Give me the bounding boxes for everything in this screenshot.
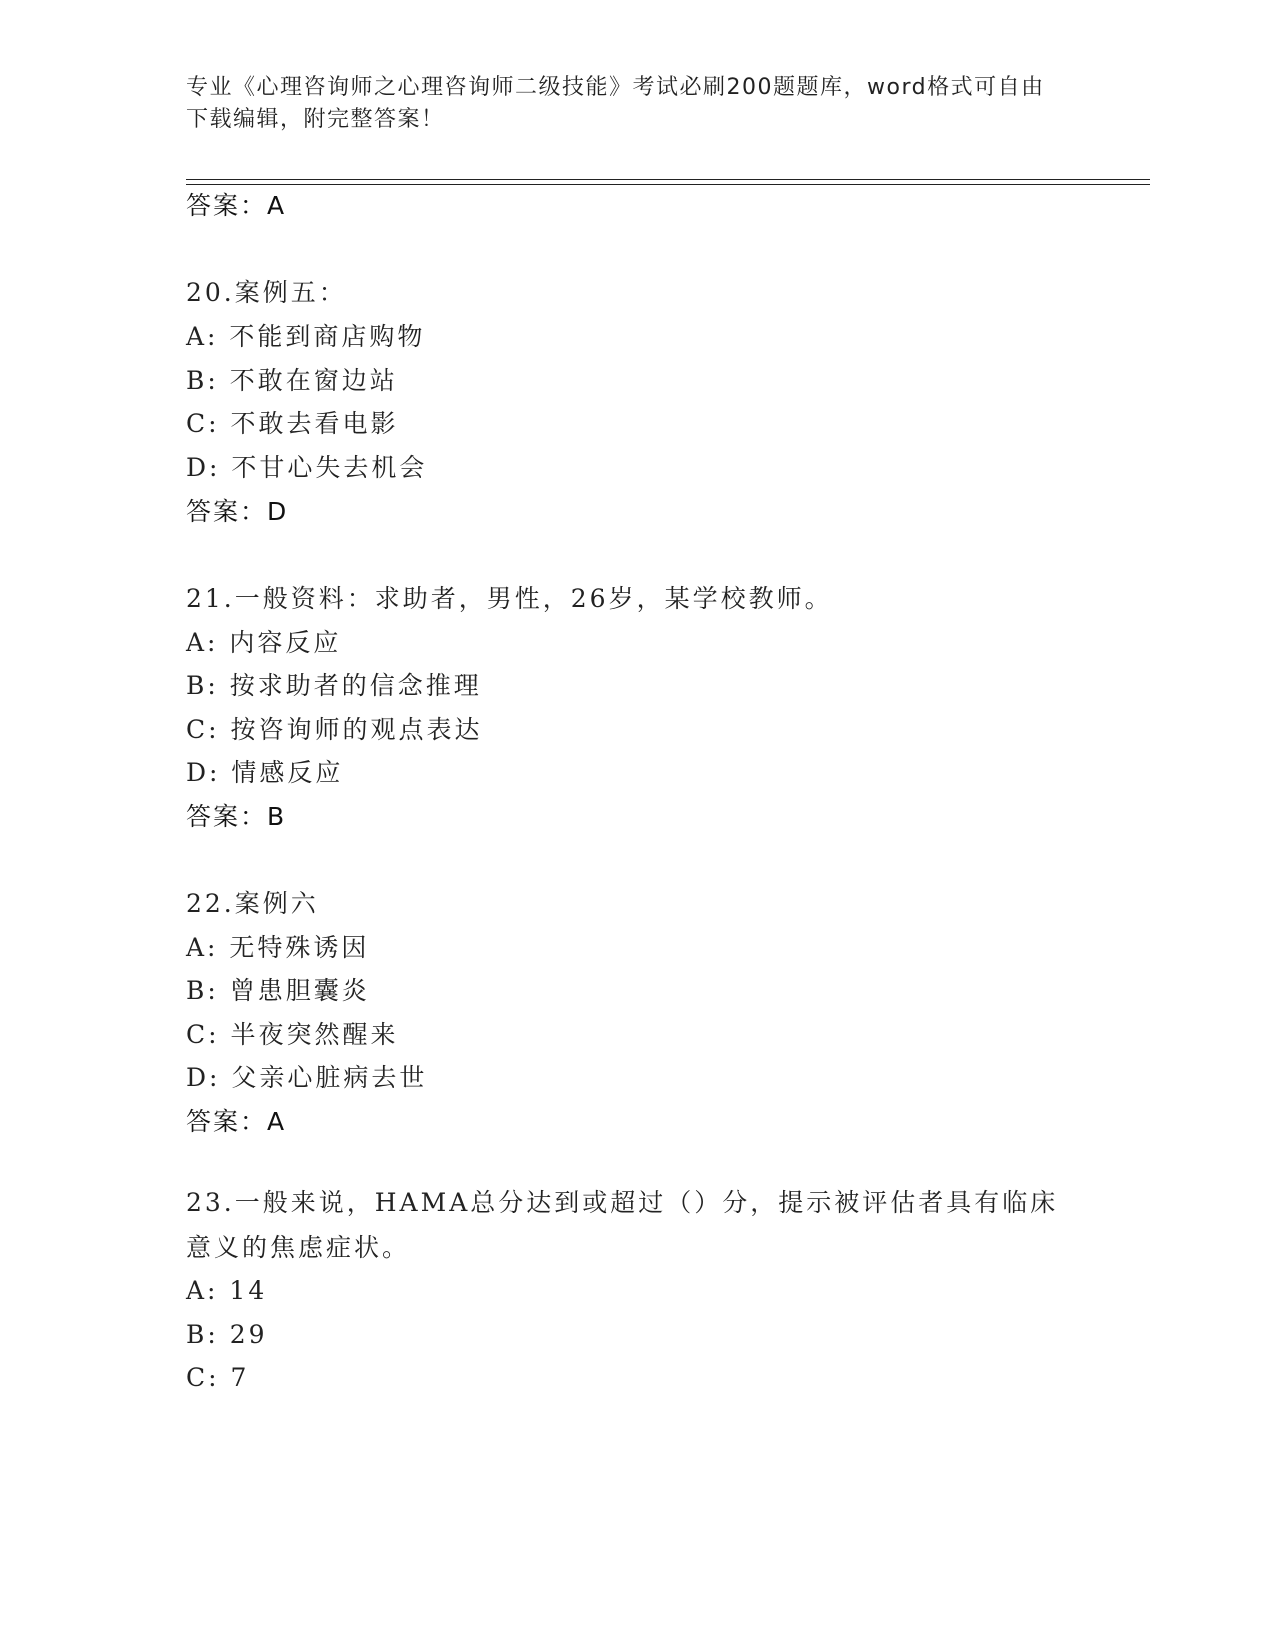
option-d: D: 父亲心脏病去世 — [186, 1063, 428, 1092]
option-d: D: 情感反应 — [186, 758, 344, 787]
option-b: B: 按求助者的信念推理 — [186, 671, 482, 700]
option-c: C: 按咨询师的观点表达 — [186, 715, 483, 744]
option-c: C: 半夜突然醒来 — [186, 1020, 399, 1049]
answer: 答案：D — [186, 497, 289, 526]
header-divider-bottom — [186, 184, 1150, 185]
document-intro: 专业《心理咨询师之心理咨询师二级技能》考试必刷200题题库，word格式可自由下载编辑，附完整答案！ — [186, 75, 1045, 132]
option-c: C: 7 — [186, 1363, 250, 1392]
option-b: B: 曾患胆囊炎 — [186, 976, 370, 1005]
option-b: B: 不敢在窗边站 — [186, 366, 398, 395]
answer: 答案：B — [186, 802, 287, 831]
option-a: A: 14 — [186, 1276, 268, 1305]
question-stem: 22.案例六 — [186, 889, 319, 918]
question-stem: 23.一般来说，HAMA总分达到或超过（）分，提示被评估者具有临床意义的焦虑症状。 — [186, 1188, 1059, 1262]
option-d: D: 不甘心失去机会 — [186, 453, 428, 482]
option-a: A: 不能到商店购物 — [186, 322, 426, 351]
question-stem: 20.案例五： — [186, 278, 347, 307]
option-b: B: 29 — [186, 1320, 268, 1349]
option-c: C: 不敢去看电影 — [186, 409, 399, 438]
answer: 答案：A — [186, 1107, 287, 1136]
option-a: A: 内容反应 — [186, 628, 342, 657]
option-a: A: 无特殊诱因 — [186, 933, 370, 962]
previous-answer: 答案：A — [186, 191, 287, 220]
header-divider-top — [186, 179, 1150, 180]
question-stem: 21.一般资料：求助者，男性，26岁，某学校教师。 — [186, 584, 833, 613]
